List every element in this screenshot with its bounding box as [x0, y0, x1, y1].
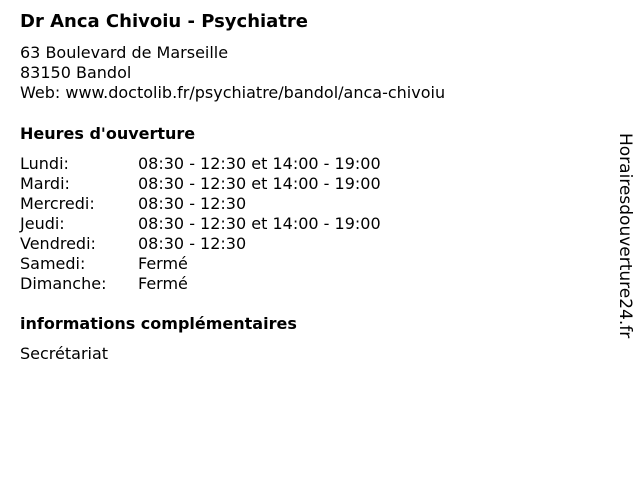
postal-city: 83150 Bandol: [20, 63, 132, 82]
day-label: Mercredi:: [20, 194, 95, 213]
day-label: Jeudi:: [20, 214, 65, 233]
side-brand-text: Horairesdouverture24.fr: [615, 133, 635, 339]
day-hours: 08:30 - 12:30 et 14:00 - 19:00: [138, 174, 381, 193]
additional-info-text: Secrétariat: [20, 344, 109, 363]
day-label: Vendredi:: [20, 234, 96, 253]
page-title: Dr Anca Chivoiu - Psychiatre: [20, 11, 309, 32]
day-hours: Fermé: [138, 254, 188, 273]
day-label: Lundi:: [20, 154, 69, 173]
day-hours: 08:30 - 12:30 et 14:00 - 19:00: [138, 214, 381, 233]
day-hours: 08:30 - 12:30: [138, 194, 247, 213]
address-block: [20, 43, 445, 103]
opening-hours-heading: Heures d'ouverture: [20, 124, 196, 143]
day-label: Dimanche:: [20, 274, 107, 293]
website-line: Web: www.doctolib.fr/psychiatre/bandol/anca-chivoiu: [20, 83, 446, 102]
additional-info-heading: informations complémentaires: [20, 314, 297, 333]
day-label: Samedi:: [20, 254, 86, 273]
day-label: Mardi:: [20, 174, 70, 193]
day-hours: Fermé: [138, 274, 188, 293]
side-brand-watermark: [610, 133, 640, 351]
day-hours: 08:30 - 12:30: [138, 234, 247, 253]
street-address: 63 Boulevard de Marseille: [20, 43, 229, 62]
day-hours: 08:30 - 12:30 et 14:00 - 19:00: [138, 154, 381, 173]
